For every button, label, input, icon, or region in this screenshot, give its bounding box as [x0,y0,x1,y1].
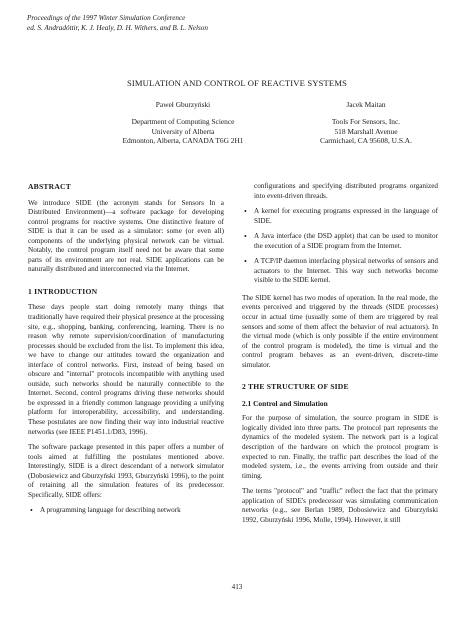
page-number: 413 [231,583,243,591]
kernel-modes-paragraph: The SIDE kernel has two modes of operation. In the real mode, the events perceived and triggered by the threads (SIDE processes) occur in actual time (usually some of them are triggered by real sensors and some of them affect the behavior of real actuators). In the virtual mode (which is only possible if the entire environment of the control program is modeled), the time is virtual and the control program behaves as an event-driven, discrete-time simulator. [242,293,438,369]
list-item [242,182,438,201]
proceedings-line-2: ed. S. Andradóttir, K. J. Healy, D. H. Withers, and B. L. Nelson [27,23,208,32]
list-item-text: configurations and specifying distributed programs organized into event-driven threads. [254,182,438,200]
list-item-text: A kernel for executing programs expressed in the language of SIDE. [254,207,438,225]
feature-list-continued [242,182,438,286]
author-2-affiliation-line-3: Carmichael, CA 95608, U.S.A. [320,136,412,146]
introduction-paragraph-1: These days people start doing remotely many things that traditionally have required their physical presence at the processing site, e.g., shopping, banking, conferencing, learning. There is no reason why remote supervision/coordination of manufacturing processes should be excluded from the list. To implement this idea, we have to change our attitudes toward the organization and interface of control networks. First, instead of being based on obscure and "internal" protocols incompatible with anything used outside, such networks should be naturally connectible to the Internet. Second, control programs driving these networks should be expressed in a friendly common language providing a unifying platform for interoperability, accessibility, and understanding. These postulates are now finding their way into industrial reactive networks (see IEEE P1451.1/D83, 1996). [28,303,224,436]
proceedings-header [27,14,447,33]
author-1-affiliation-line-2: University of Alberta [151,126,215,136]
subsection-2-1-paragraph-1: For the purpose of simulation, the source program in SIDE is logically divided into three parts. The protocol part represents the dynamics of the modeled system. The network part is a logical description of the hardware on which the protocol program is expected to run. Finally, the traffic part describes the load of the modeled system, i.e., the events arriving from outside and their timing. [242,414,438,480]
list-item [242,207,438,226]
introduction-heading: 1 INTRODUCTION [28,286,98,296]
author-1-name: Paweł Gburzyński [155,100,211,109]
bullet-icon: • [30,506,33,516]
list-item-text: A TCP/IP daemon interfacing physical networks of sensors and actuators to the Internet. This way such networks become visible to the SIDE kernel. [254,257,438,285]
author-1-affiliation-line-3: Edmonton, Alberta, CANADA T6G 2H1 [122,136,244,146]
abstract-text: We introduce SIDE (the acronym stands for Sensors In a Distributed Environment)—a software package for developing control programs for reactive systems. One distinctive feature of SIDE is that it can be used as a simulator: some (or even all) components of the underlying physical network can be virtual. Notably, the control program itself need not be aware that some parts of its environment are not real. SIDE applications can be naturally distributed and interconnected via the Internet. [28,198,224,274]
section-2-heading: 2 THE STRUCTURE OF SIDE [242,382,349,392]
right-column [242,182,438,531]
proceedings-line-1: Proceedings of the 1997 Winter Simulation Conference [27,14,186,22]
author-2 [282,100,450,146]
introduction-paragraph-2: The software package presented in this paper offers a number of tools aimed at fulfilling the postulates mentioned above. Interestingly, SIDE is a direct descendant of a network simulator (Dobosiewicz and Gburzyński 1993, Gburzyński 1996), to the point of retaining all the simulation features of its predecessor. Specifically, SIDE offers: [28,443,224,499]
list-item [242,257,438,286]
author-2-name: Jacek Maitan [346,100,386,109]
author-1 [78,100,288,146]
author-2-affiliation-line-1: Tools For Sensors, Inc. [331,116,401,126]
author-1-affiliation-line-1: Department of Computing Science [131,116,235,126]
feature-list-start [28,506,224,516]
author-2-affiliation-line-2: 518 Marshall Avenue [334,126,398,136]
bullet-icon: • [244,232,247,242]
bullet-icon: • [244,257,247,267]
left-column [28,182,224,524]
list-item-text: A programming language for describing network [40,506,181,515]
subsection-2-1-paragraph-2: The terms "protocol" and "traffic" reflect the fact that the primary application of SIDE's predecessor was simulating communication networks (e.g., see Berlan 1989, Dobosiewicz and Gburzyński 1992, Gburzyński 1996, Molle, 1994). However, it still [242,487,438,524]
paper-title: SIMULATION AND CONTROL OF REACTIVE SYSTEMS [126,78,348,88]
list-item [242,232,438,251]
subsection-2-1-heading: 2.1 Control and Simulation [242,398,328,408]
list-item [28,506,224,516]
bullet-icon: • [244,207,247,217]
list-item-text: A Java interface (the DSD applet) that can be used to monitor the execution of a SIDE program from the Internet. [254,232,438,250]
abstract-heading: ABSTRACT [28,182,71,191]
